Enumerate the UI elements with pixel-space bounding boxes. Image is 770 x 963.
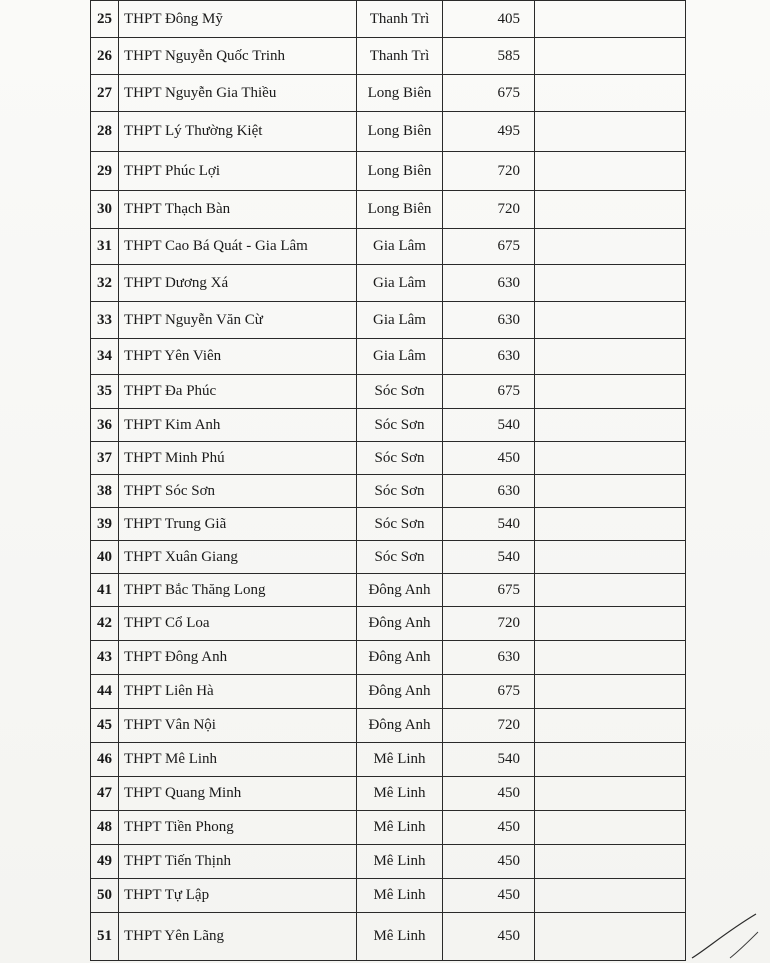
district-name: Mê Linh (357, 879, 443, 913)
table-row (91, 152, 686, 191)
district-name: Mê Linh (357, 811, 443, 845)
table-row (91, 743, 686, 777)
note-cell (535, 508, 686, 541)
note-cell (535, 475, 686, 508)
quota-value: 630 (443, 339, 535, 375)
quota-value: 540 (443, 541, 535, 574)
table-row (91, 229, 686, 265)
row-number: 37 (91, 442, 119, 475)
quota-value: 450 (443, 913, 535, 961)
school-name: THPT Tự Lập (119, 879, 357, 913)
district-name: Sóc Sơn (357, 541, 443, 574)
district-name: Sóc Sơn (357, 409, 443, 442)
district-name: Sóc Sơn (357, 375, 443, 409)
school-name: THPT Bắc Thăng Long (119, 574, 357, 607)
row-number: 49 (91, 845, 119, 879)
note-cell (535, 375, 686, 409)
school-name: THPT Cổ Loa (119, 607, 357, 641)
table-row (91, 879, 686, 913)
table-row (91, 475, 686, 508)
school-name: THPT Xuân Giang (119, 541, 357, 574)
school-name: THPT Vân Nội (119, 709, 357, 743)
table-row (91, 675, 686, 709)
table-row (91, 777, 686, 811)
pen-mark-icon (690, 910, 760, 960)
note-cell (535, 75, 686, 112)
note-cell (535, 1, 686, 38)
quota-value: 540 (443, 409, 535, 442)
row-number: 33 (91, 302, 119, 339)
row-number: 46 (91, 743, 119, 777)
quota-value: 540 (443, 508, 535, 541)
district-name: Long Biên (357, 75, 443, 112)
district-name: Mê Linh (357, 845, 443, 879)
school-name: THPT Nguyễn Văn Cừ (119, 302, 357, 339)
row-number: 44 (91, 675, 119, 709)
note-cell (535, 913, 686, 961)
row-number: 30 (91, 191, 119, 229)
quota-value: 540 (443, 743, 535, 777)
district-name: Thanh Trì (357, 1, 443, 38)
row-number: 48 (91, 811, 119, 845)
note-cell (535, 339, 686, 375)
district-name: Sóc Sơn (357, 442, 443, 475)
row-number: 43 (91, 641, 119, 675)
table-row (91, 541, 686, 574)
note-cell (535, 811, 686, 845)
quota-value: 675 (443, 229, 535, 265)
row-number: 29 (91, 152, 119, 191)
row-number: 45 (91, 709, 119, 743)
quota-value: 495 (443, 112, 535, 152)
school-name: THPT Yên Lãng (119, 913, 357, 961)
district-name: Gia Lâm (357, 339, 443, 375)
quota-value: 720 (443, 709, 535, 743)
district-name: Long Biên (357, 152, 443, 191)
quota-value: 450 (443, 777, 535, 811)
note-cell (535, 879, 686, 913)
school-name: THPT Sóc Sơn (119, 475, 357, 508)
school-name: THPT Minh Phú (119, 442, 357, 475)
district-name: Mê Linh (357, 913, 443, 961)
table-row (91, 339, 686, 375)
quota-value: 585 (443, 38, 535, 75)
quota-value: 720 (443, 191, 535, 229)
note-cell (535, 191, 686, 229)
table-row (91, 409, 686, 442)
school-name: THPT Kim Anh (119, 409, 357, 442)
row-number: 27 (91, 75, 119, 112)
table-row (91, 845, 686, 879)
row-number: 51 (91, 913, 119, 961)
table-row (91, 38, 686, 75)
school-name: THPT Đông Mỹ (119, 1, 357, 38)
quota-value: 405 (443, 1, 535, 38)
table-row (91, 442, 686, 475)
table-row (91, 641, 686, 675)
row-number: 36 (91, 409, 119, 442)
note-cell (535, 574, 686, 607)
row-number: 32 (91, 265, 119, 302)
table-row (91, 607, 686, 641)
table-row (91, 112, 686, 152)
quota-value: 675 (443, 574, 535, 607)
row-number: 35 (91, 375, 119, 409)
quota-value: 630 (443, 302, 535, 339)
table-body (91, 1, 686, 961)
row-number: 47 (91, 777, 119, 811)
district-name: Long Biên (357, 112, 443, 152)
quota-value: 450 (443, 811, 535, 845)
note-cell (535, 709, 686, 743)
quota-value: 450 (443, 879, 535, 913)
note-cell (535, 845, 686, 879)
school-name: THPT Cao Bá Quát - Gia Lâm (119, 229, 357, 265)
note-cell (535, 265, 686, 302)
table-row (91, 265, 686, 302)
row-number: 42 (91, 607, 119, 641)
district-name: Đông Anh (357, 709, 443, 743)
table-row (91, 913, 686, 961)
note-cell (535, 409, 686, 442)
school-quota-table (90, 0, 686, 961)
note-cell (535, 541, 686, 574)
school-name: THPT Lý Thường Kiệt (119, 112, 357, 152)
school-name: THPT Yên Viên (119, 339, 357, 375)
district-name: Gia Lâm (357, 302, 443, 339)
quota-value: 630 (443, 265, 535, 302)
row-number: 50 (91, 879, 119, 913)
row-number: 34 (91, 339, 119, 375)
quota-value: 675 (443, 375, 535, 409)
district-name: Đông Anh (357, 574, 443, 607)
row-number: 26 (91, 38, 119, 75)
school-name: THPT Dương Xá (119, 265, 357, 302)
school-name: THPT Mê Linh (119, 743, 357, 777)
row-number: 25 (91, 1, 119, 38)
row-number: 38 (91, 475, 119, 508)
row-number: 40 (91, 541, 119, 574)
school-name: THPT Liên Hà (119, 675, 357, 709)
district-name: Thanh Trì (357, 38, 443, 75)
district-name: Đông Anh (357, 607, 443, 641)
table-row (91, 302, 686, 339)
note-cell (535, 112, 686, 152)
table-row (91, 75, 686, 112)
school-name: THPT Thạch Bàn (119, 191, 357, 229)
quota-value: 675 (443, 75, 535, 112)
row-number: 28 (91, 112, 119, 152)
note-cell (535, 641, 686, 675)
table-row (91, 1, 686, 38)
district-name: Gia Lâm (357, 265, 443, 302)
row-number: 39 (91, 508, 119, 541)
table-row (91, 811, 686, 845)
district-name: Mê Linh (357, 743, 443, 777)
table-row (91, 508, 686, 541)
note-cell (535, 442, 686, 475)
school-name: THPT Phúc Lợi (119, 152, 357, 191)
school-name: THPT Đông Anh (119, 641, 357, 675)
note-cell (535, 743, 686, 777)
row-number: 31 (91, 229, 119, 265)
district-name: Sóc Sơn (357, 475, 443, 508)
quota-value: 450 (443, 442, 535, 475)
district-name: Gia Lâm (357, 229, 443, 265)
table-row (91, 574, 686, 607)
district-name: Mê Linh (357, 777, 443, 811)
school-name: THPT Tiền Phong (119, 811, 357, 845)
note-cell (535, 229, 686, 265)
note-cell (535, 152, 686, 191)
quota-value: 630 (443, 475, 535, 508)
school-name: THPT Nguyễn Quốc Trinh (119, 38, 357, 75)
district-name: Sóc Sơn (357, 508, 443, 541)
table-row (91, 191, 686, 229)
quota-value: 720 (443, 607, 535, 641)
quota-value: 450 (443, 845, 535, 879)
district-name: Đông Anh (357, 641, 443, 675)
school-name: THPT Quang Minh (119, 777, 357, 811)
district-name: Long Biên (357, 191, 443, 229)
district-name: Đông Anh (357, 675, 443, 709)
note-cell (535, 607, 686, 641)
table-row (91, 709, 686, 743)
quota-value: 720 (443, 152, 535, 191)
note-cell (535, 38, 686, 75)
table-row (91, 375, 686, 409)
note-cell (535, 675, 686, 709)
row-number: 41 (91, 574, 119, 607)
note-cell (535, 777, 686, 811)
school-name: THPT Nguyễn Gia Thiều (119, 75, 357, 112)
school-name: THPT Tiến Thịnh (119, 845, 357, 879)
school-name: THPT Trung Giã (119, 508, 357, 541)
quota-value: 675 (443, 675, 535, 709)
quota-value: 630 (443, 641, 535, 675)
note-cell (535, 302, 686, 339)
school-name: THPT Đa Phúc (119, 375, 357, 409)
